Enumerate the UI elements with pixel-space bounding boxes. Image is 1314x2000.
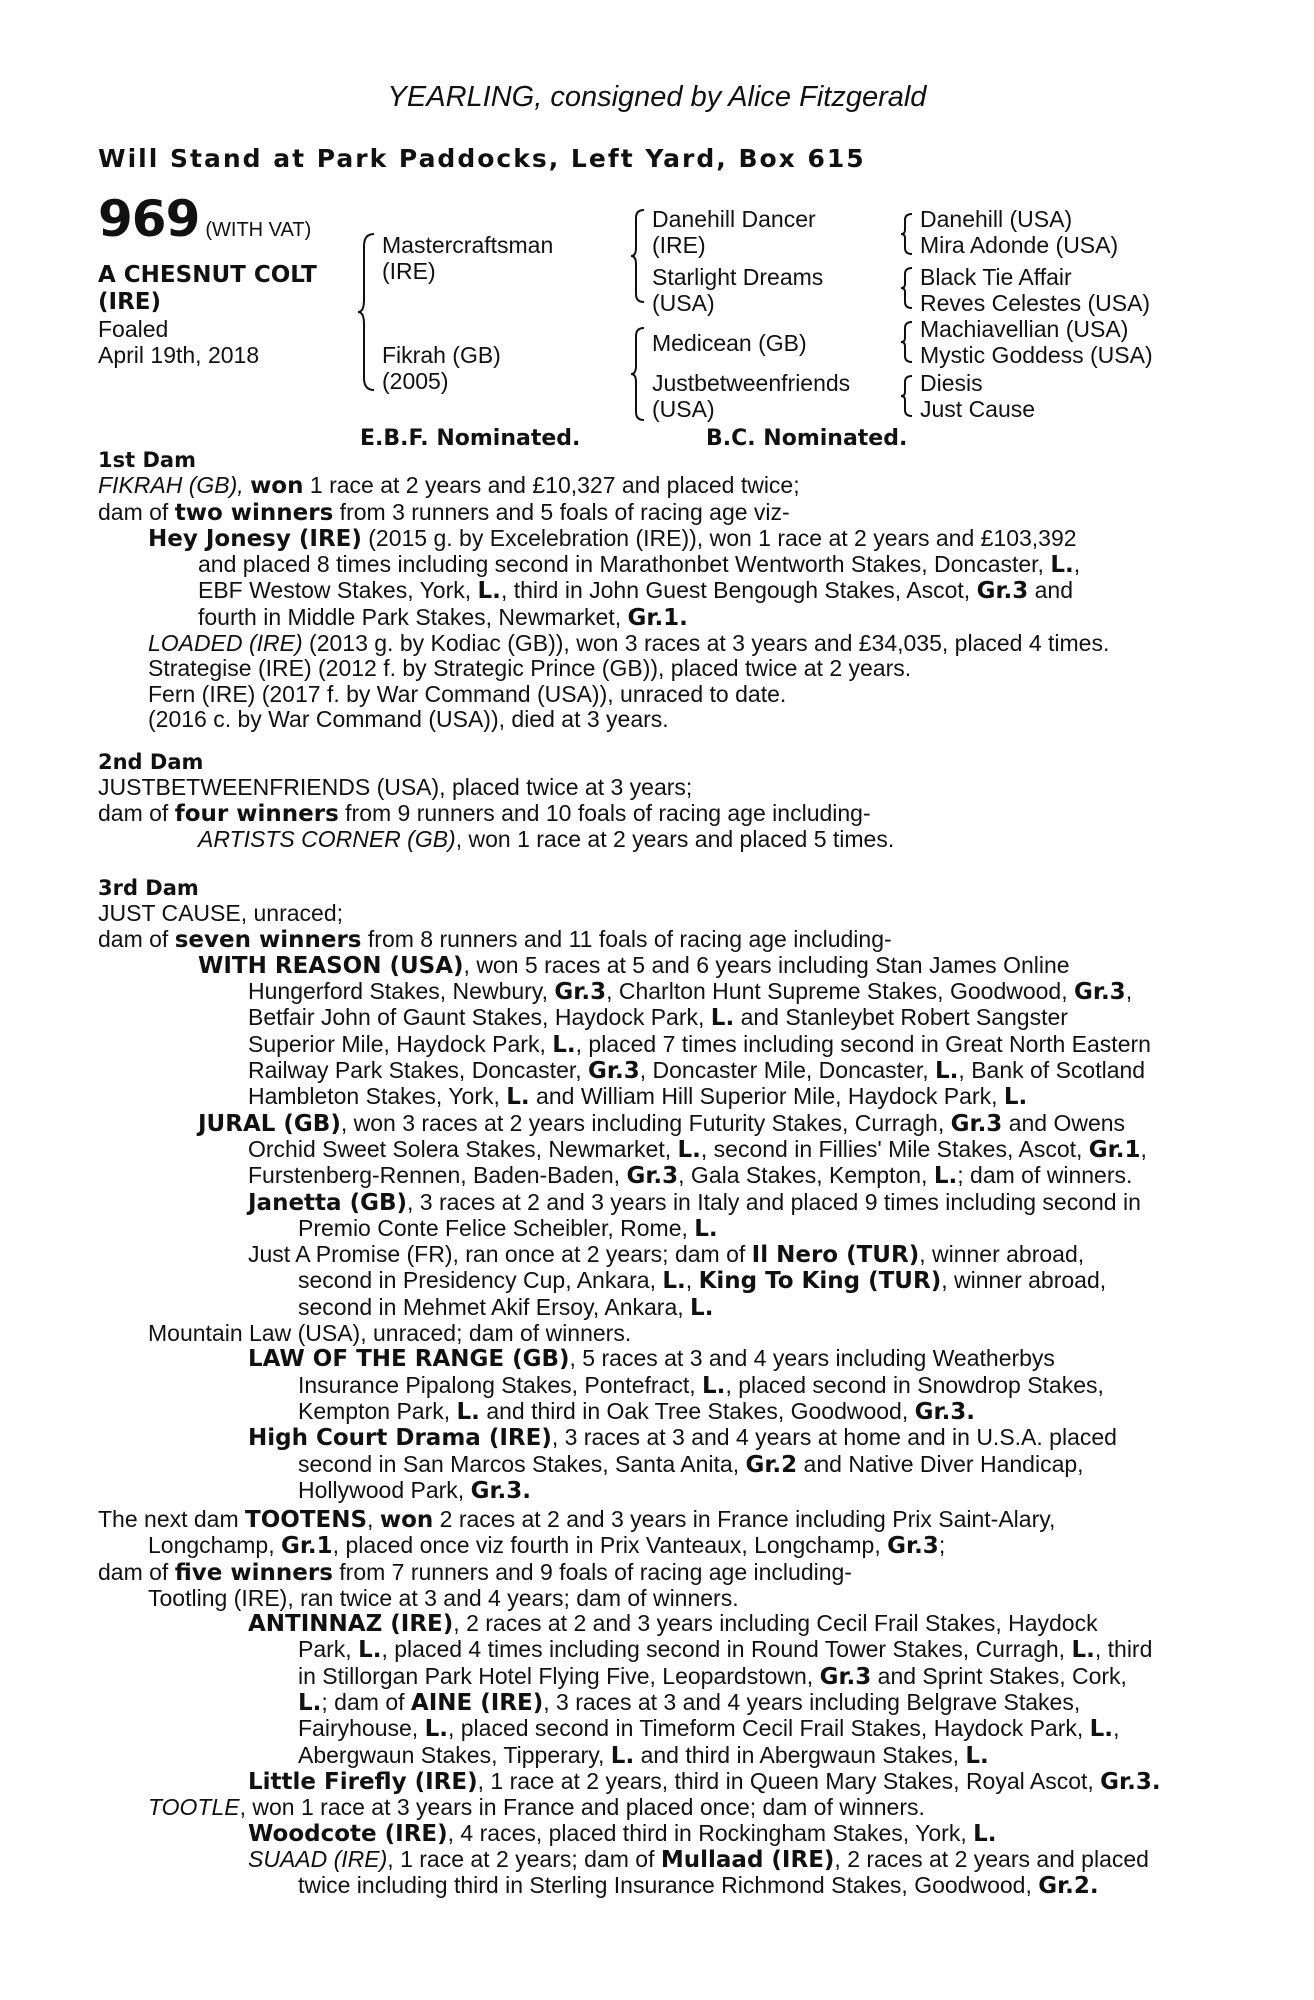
pedigree-line: Danehill Dancer: [652, 206, 816, 232]
pedigree-g7: Diesis: [920, 370, 983, 396]
lot-heading: [98, 190, 312, 248]
progeny-entry: TOOTLE, won 1 race at 3 years in France and placed once; dam of winners.: [148, 1794, 925, 1821]
pedigree-line: (2005): [382, 368, 449, 394]
progeny-entry: second in San Marcos Stakes, Santa Anita, Gr.2 and Native Diver Handicap,: [298, 1450, 1084, 1478]
progeny-entry: ANTINNAZ (IRE), 2 races at 2 and 3 years including Cecil Frail Stakes, Haydock: [248, 1610, 1098, 1638]
progeny-entry: Kempton Park, L. and third in Oak Tree Stakes, Goodwood, Gr.3.: [298, 1397, 976, 1425]
progeny-entry: Hambleton Stakes, York, L. and William Hill Superior Mile, Haydock Park, L.: [248, 1083, 1028, 1111]
progeny-entry: LOADED (IRE) (2013 g. by Kodiac (GB)), won 3 races at 3 years and £34,035, placed 4 times.: [148, 630, 1110, 657]
pedigree-dam: [382, 342, 501, 394]
progeny-entry: (2016 c. by War Command (USA)), died at 3 years.: [148, 705, 669, 732]
pedigree-g5: Machiavellian (USA): [920, 316, 1129, 342]
progeny-entry: Superior Mile, Haydock Park, L., placed 7 times including second in Great North Eastern: [248, 1030, 1151, 1058]
progeny-entry: WITH REASON (USA), won 5 races at 5 and 6 years including Stan James Online: [198, 951, 1070, 979]
sale-header-title: YEARLING, consigned by Alice Fitzgerald: [387, 81, 927, 113]
progeny-entry: SUAAD (IRE), 1 race at 2 years; dam of Mullaad (IRE), 2 races at 2 years and placed: [248, 1845, 1149, 1873]
second-dam-section: [98, 750, 1198, 852]
progeny-entry: Hollywood Park, Gr.3.: [298, 1476, 531, 1504]
progeny-entry: fourth in Middle Park Stakes, Newmarket, Gr.1.: [198, 603, 688, 631]
progeny-entry: Orchid Sweet Solera Stakes, Newmarket, L., second in Fillies' Mile Stakes, Ascot, Gr.1,: [248, 1135, 1147, 1163]
progeny-entry: Tootling (IRE), ran twice at 3 and 4 years; dam of winners.: [148, 1584, 739, 1611]
foaled-info: [98, 316, 259, 368]
lot-description-line: (IRE): [98, 289, 162, 315]
progeny-entry: JURAL (GB), won 3 races at 2 years including Futurity Stakes, Curragh, Gr.3 and Owens: [198, 1109, 1126, 1137]
third-dam-section: [98, 876, 1198, 1504]
progeny-entry: Furstenberg-Rennen, Baden-Baden, Gr.3, Gala Stakes, Kempton, L.; dam of winners.: [248, 1162, 1133, 1190]
pedigree-brace: [356, 232, 378, 392]
pedigree-brace: [900, 320, 914, 364]
progeny-entry: Park, L., placed 4 times including second in Round Tower Stakes, Curragh, L., third: [298, 1636, 1153, 1664]
progeny-entry: Hungerford Stakes, Newbury, Gr.3, Charlton Hunt Supreme Stakes, Goodwood, Gr.3,: [248, 978, 1133, 1006]
pedigree-g1: Danehill (USA): [920, 206, 1073, 232]
progeny-entry: Betfair John of Gaunt Stakes, Haydock Park, L. and Stanleybet Robert Sangster: [248, 1004, 1068, 1032]
pedigree-g3: Black Tie Affair: [920, 264, 1072, 290]
pedigree-g2: Mira Adonde (USA): [920, 232, 1119, 258]
pedigree-sire-dam: [652, 264, 823, 316]
progeny-entry: Janetta (GB), 3 races at 2 and 3 years in Italy and placed 9 times including second in: [248, 1188, 1141, 1216]
foaled-label: Foaled: [98, 316, 169, 342]
progeny-entry: Fairyhouse, L., placed second in Timeform Cecil Frail Stakes, Haydock Park, L.,: [298, 1715, 1120, 1743]
pedigree-line: Justbetweenfriends: [652, 370, 851, 396]
stand-location: Will Stand at Park Paddocks, Left Yard, Box 615: [98, 144, 866, 173]
pedigree-dam-dam: [652, 370, 850, 422]
dam-line: JUST CAUSE, unraced;: [98, 900, 344, 927]
dam-line: Longchamp, Gr.1, placed once viz fourth in Prix Vanteaux, Longchamp, Gr.3;: [148, 1532, 946, 1560]
pedigree-line: Starlight Dreams: [652, 264, 824, 290]
section-heading: 2nd Dam: [98, 750, 204, 774]
progeny-entry: Hey Jonesy (IRE) (2015 g. by Excelebration (IRE)), won 1 race at 2 years and £103,392: [148, 524, 1077, 552]
vat-label: (WITH VAT): [205, 219, 312, 241]
lot-number: 969: [98, 190, 200, 248]
progeny-entry: LAW OF THE RANGE (GB), 5 races at 3 and 4 years including Weatherbys: [248, 1345, 1055, 1373]
dam-line: dam of five winners from 7 runners and 9 foals of racing age including-: [98, 1558, 852, 1586]
pedigree-brace: [900, 266, 914, 310]
progeny-entry: Abergwaun Stakes, Tipperary, L. and third in Abergwaun Stakes, L.: [298, 1741, 989, 1769]
progeny-entry: second in Presidency Cup, Ankara, L., King To King (TUR), winner abroad,: [298, 1267, 1107, 1295]
pedigree-line: (IRE): [382, 258, 436, 284]
dam-line: dam of two winners from 3 runners and 5 foals of racing age viz-: [98, 498, 790, 526]
progeny-entry: Fern (IRE) (2017 f. by War Command (USA)), unraced to date.: [148, 680, 787, 707]
lot-description-line: A CHESNUT COLT: [98, 262, 317, 288]
progeny-entry: Railway Park Stakes, Doncaster, Gr.3, Doncaster Mile, Doncaster, L., Bank of Scotland: [248, 1057, 1146, 1085]
progeny-entry: Premio Conte Felice Scheibler, Rome, L.: [298, 1214, 718, 1242]
progeny-entry: Woodcote (IRE), 4 races, placed third in Rockingham Stakes, York, L.: [248, 1819, 997, 1847]
pedigree-line: (USA): [652, 290, 715, 316]
pedigree-brace: [630, 208, 648, 304]
pedigree-sire: [382, 232, 553, 284]
next-dam-section: [98, 1507, 1198, 1899]
dam-line: dam of four winners from 9 runners and 10 foals of racing age including-: [98, 799, 871, 827]
progeny-entry: Just A Promise (FR), ran once at 2 years; dam of Il Nero (TUR), winner abroad,: [248, 1241, 1085, 1269]
pedigree-g4: Reves Celestes (USA): [920, 290, 1151, 316]
pedigree-g6: Mystic Goddess (USA): [920, 342, 1153, 368]
progeny-entry: second in Mehmet Akif Ersoy, Ankara, L.: [298, 1293, 714, 1321]
pedigree-g8: Just Cause: [920, 396, 1036, 422]
first-dam-section: [98, 448, 1198, 732]
lot-description: [98, 262, 317, 316]
foaled-date: April 19th, 2018: [98, 342, 260, 368]
progeny-entry: L.; dam of AINE (IRE), 3 races at 3 and 4 years including Belgrave Stakes,: [298, 1689, 1081, 1717]
progeny-entry: and placed 8 times including second in Marathonbet Wentworth Stakes, Doncaster, L.,: [198, 551, 1081, 579]
pedigree-brace: [900, 374, 914, 418]
pedigree-line: (USA): [652, 396, 715, 422]
bc-nominated: B.C. Nominated.: [706, 426, 908, 451]
section-heading: 1st Dam: [98, 448, 196, 472]
progeny-entry: Strategise (IRE) (2012 f. by Strategic Prince (GB)), placed twice at 2 years.: [148, 655, 912, 682]
dam-line: JUSTBETWEENFRIENDS (USA), placed twice at 3 years;: [98, 774, 693, 801]
progeny-entry: Mountain Law (USA), unraced; dam of winners.: [148, 1320, 632, 1347]
dam-line: The next dam TOOTENS, won 2 races at 2 and 3 years in France including Prix Saint-Alary,: [98, 1506, 1056, 1533]
dam-line: FIKRAH (GB), won 1 race at 2 years and £10,327 and placed twice;: [98, 472, 800, 500]
progeny-entry: High Court Drama (IRE), 3 races at 3 and 4 years at home and in U.S.A. placed: [248, 1424, 1117, 1452]
progeny-entry: EBF Westow Stakes, York, L., third in John Guest Bengough Stakes, Ascot, Gr.3 and: [198, 577, 1074, 605]
dam-line: dam of seven winners from 8 runners and 11 foals of racing age including-: [98, 925, 892, 953]
section-heading: 3rd Dam: [98, 876, 199, 900]
pedigree-brace: [630, 326, 648, 422]
progeny-entry: Little Firefly (IRE), 1 race at 2 years, third in Queen Mary Stakes, Royal Ascot, Gr.3.: [248, 1767, 1161, 1795]
pedigree-line: Mastercraftsman: [382, 232, 554, 258]
pedigree-brace: [900, 212, 914, 256]
pedigree-line: Fikrah (GB): [382, 342, 501, 368]
progeny-entry: Insurance Pipalong Stakes, Pontefract, L., placed second in Snowdrop Stakes,: [298, 1371, 1104, 1399]
pedigree-line: (IRE): [652, 232, 706, 258]
progeny-entry: twice including third in Sterling Insurance Richmond Stakes, Goodwood, Gr.2.: [298, 1872, 1099, 1900]
progeny-entry: ARTISTS CORNER (GB), won 1 race at 2 years and placed 5 times.: [198, 825, 895, 852]
pedigree-dam-sire: Medicean (GB): [652, 330, 807, 356]
pedigree-sire-sire: [652, 206, 816, 258]
progeny-entry: in Stillorgan Park Hotel Flying Five, Leopardstown, Gr.3 and Sprint Stakes, Cork,: [298, 1662, 1127, 1690]
ebf-nominated: E.B.F. Nominated.: [360, 426, 581, 451]
